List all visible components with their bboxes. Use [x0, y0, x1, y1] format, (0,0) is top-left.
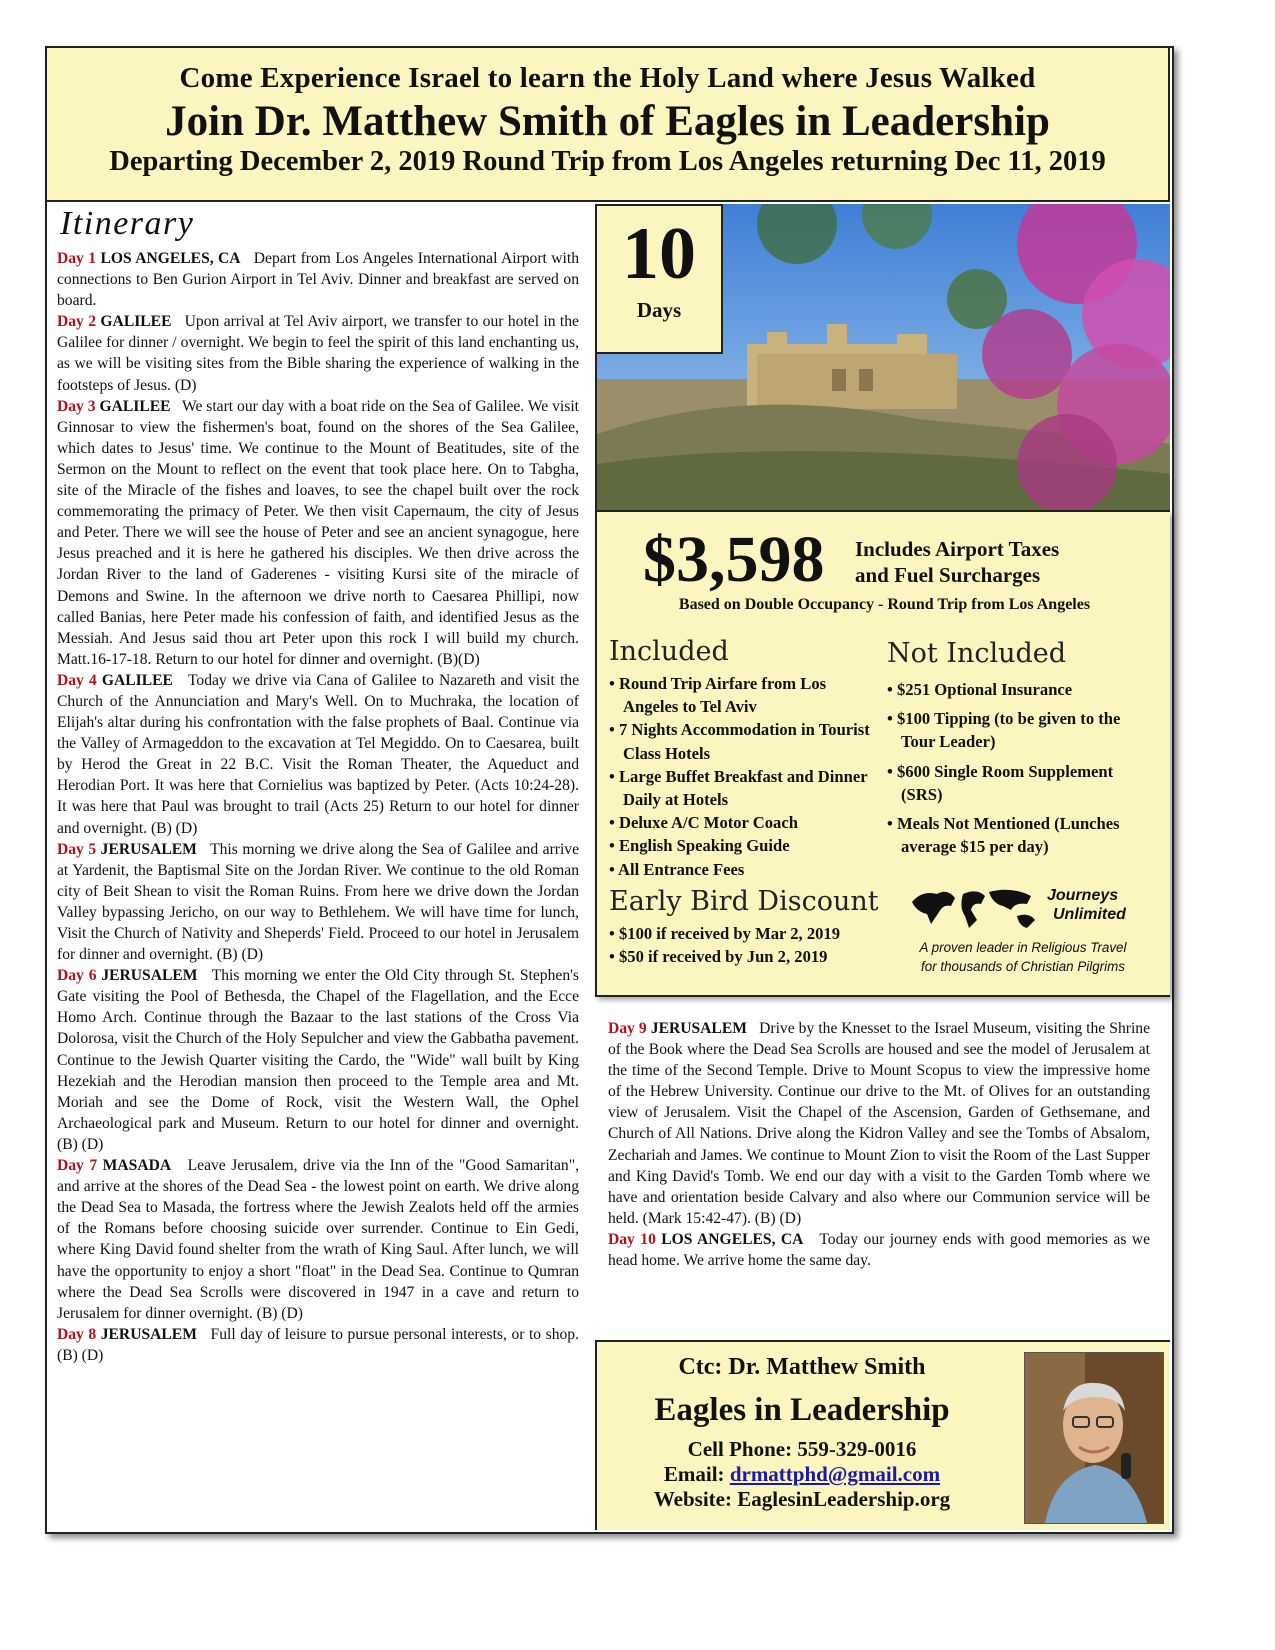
partner-name-line2: Unlimited — [1053, 906, 1126, 923]
header-dates: Departing December 2, 2019 Round Trip from Los Angeles returning Dec 11, 2019 — [109, 146, 1106, 177]
day-place: MASADA — [102, 1157, 172, 1175]
contact-name: Ctc: Dr. Matthew Smith — [678, 1354, 926, 1380]
itinerary-day — [57, 248, 579, 311]
early-bird-title: Early Bird Discount — [609, 886, 879, 917]
partner-name — [1047, 886, 1126, 924]
not-included-item: • $600 Single Room Supplement (SRS) — [887, 760, 1157, 806]
day-label: Day 3 — [57, 397, 100, 415]
contact-email-label: Email: — [663, 1462, 730, 1486]
day-label: Day 9 — [608, 1020, 651, 1037]
price-note-line1: Includes Airport Taxes — [855, 537, 1060, 561]
day-description: We start our day with a boat ride on the Sea of Galilee. We visit Ginnosar to view the fishermen's boat, found on the shores of the Sea Galilee, which dates to Jesus' time. We continue to the Mount of Beatitudes, site of the Sermon on the Mount to reflect on the event that took place here. On to Tabgha, site of the Miracle of the fishes and loaves, to see the chapel built over the rock commemorating the primacy of Peter. We then visit Capernaum, the city of Jesus and Peter. There we will see the house of Peter and see an ancient synagogue, here Jesus preached and it is here he gathered his disciples. We then drive across the Jordan River to the land of Gaderenes - visiting Kursi site of the miracle of Demons and Swine. In the afternoon we drive north to Caesarea Phillipi, now called Banias, here Peter made his confession of faith, and identified Jesus as the Messiah. And Jesus said thou art Peter upon this rock I will build my church. Matt.16-17-18. Return to our hotel for dinner and overnight. (B)(D) — [57, 397, 579, 668]
itinerary-day — [57, 670, 579, 839]
itinerary-column — [57, 204, 579, 1366]
contact-org: Eagles in Leadership — [654, 1392, 950, 1428]
itinerary-day — [57, 1324, 579, 1366]
day-label: Day 7 — [57, 1157, 103, 1175]
header-title: Join Dr. Matthew Smith of Eagles in Leadership — [165, 98, 1050, 145]
day-label: Day 1 — [57, 250, 101, 267]
day-place: JERUSALEM — [100, 840, 197, 858]
itinerary-day — [608, 1018, 1150, 1229]
day-place: JERUSALEM — [650, 1020, 747, 1037]
pricing-panel — [595, 512, 1170, 997]
day-description: Depart from Los Angeles International Airport with connections to Ben Gurion Airport in Tel Aviv. Dinner and breakfast are served on board. — [57, 250, 580, 310]
itinerary-title: Itinerary — [60, 205, 195, 242]
leader-portrait — [1024, 1352, 1164, 1524]
day-place: GALILEE — [100, 313, 172, 331]
contact-panel — [595, 1340, 1170, 1530]
partner-tagline — [893, 938, 1153, 976]
included-item: • English Speaking Guide — [609, 834, 875, 857]
day-place: LOS ANGELES, CA — [100, 250, 241, 267]
included-item: • Deluxe A/C Motor Coach — [609, 811, 875, 834]
not-included-title: Not Included — [887, 638, 1067, 669]
itinerary-day — [57, 965, 579, 1155]
partner-name-line1: Journeys — [1047, 887, 1119, 904]
day-place: GALILEE — [99, 397, 171, 415]
contact-phone: Cell Phone: 559-329-0016 — [687, 1437, 917, 1461]
early-bird-list — [609, 922, 899, 968]
itinerary-day-list — [57, 248, 579, 1366]
price-basis: Based on Double Occupancy - Round Trip from Los Angeles — [678, 596, 1091, 613]
included-item: • 7 Nights Accommodation in Tourist Class Hotels — [609, 718, 875, 764]
header-tagline: Come Experience Israel to learn the Holy Land where Jesus Walked — [179, 62, 1036, 94]
day-description: This morning we enter the Old City through St. Stephen's Gate visiting the Pool of Bethesda, the Chapel of the Flagellation, and the Ecce Homo Arch. Continue through the Bazaar to the last stations of the Cross Via Dolorosa, visit the Church of the Holy Sepulcher and view the Gabbatha pavement. Continue to the Jewish Quarter visiting the Cardo, the "Wide" wall built by King Hezekiah and the Herodian mansion then proceed to the Temple area and Mt. Moriah and see the Dome of Rock, visit the Western Wall, the Ophel Archaeological park and Museum. Return to our hotel for dinner and overnight. (B) (D) — [57, 967, 579, 1153]
price-note — [855, 536, 1059, 588]
day-place: JERUSALEM — [100, 1325, 197, 1343]
early-bird-item: • $50 if received by Jun 2, 2019 — [609, 945, 899, 968]
included-item: • All Entrance Fees — [609, 858, 875, 881]
itinerary-day — [57, 839, 579, 966]
day-description: Upon arrival at Tel Aviv airport, we transfer to our hotel in the Galilee for dinner / overnight. We begin to feel the spirit of this land enchanting us, as we will be visiting sites from the Bible sharing the experience of walking in the footsteps of Jesus. (D) — [57, 313, 579, 394]
day-label: Day 5 — [57, 840, 101, 858]
day-label: Day 10 — [608, 1230, 662, 1248]
included-list — [609, 672, 875, 881]
day-place: JERUSALEM — [101, 967, 198, 985]
day-description: Today our journey ends with good memories as we head home. We arrive home the same day. — [608, 1230, 1150, 1270]
duration-badge — [595, 204, 723, 354]
partner-tagline-line2: for thousands of Christian Pilgrims — [921, 959, 1125, 974]
price-note-line2: and Fuel Surcharges — [855, 563, 1041, 587]
day-label: Day 8 — [57, 1325, 101, 1343]
not-included-item: • $100 Tipping (to be given to the Tour Leader) — [887, 707, 1157, 753]
contact-website: Website: EaglesinLeadership.org — [653, 1487, 951, 1511]
day-label: Day 2 — [57, 313, 101, 331]
itinerary-day — [57, 396, 579, 670]
included-item: • Round Trip Airfare from Los Angeles to Tel Aviv — [609, 672, 875, 718]
day-description: Today we drive via Cana of Galilee to Nazareth and visit the Church of the Annunciation and Mary's Well. On to Muchraka, the location of Elijah's altar during his confrontation with the false prophets of Baal. Continue via the Valley of Armageddon to the excavation at Tel Megiddo. On to Caesarea, built by Herod the Great in 22 B.C. Visit the Roman Theater, the Aqueduct and Herodian Port. It was here that Cornielius was baptized by Peter. (Acts 10:24-28). It was here that Paul was brought to trail (Acts 25) Return to our hotel for dinner and overnight. (B) (D) — [57, 671, 579, 837]
itinerary-day — [608, 1229, 1150, 1271]
not-included-item: • $251 Optional Insurance — [887, 678, 1157, 701]
duration-unit: Days — [636, 298, 682, 322]
partner-tagline-line1: A proven leader in Religious Travel — [919, 940, 1127, 955]
included-title: Included — [609, 636, 729, 667]
price: $3,598 — [643, 523, 825, 596]
day-place: LOS ANGELES, CA — [661, 1230, 804, 1248]
included-item: • Large Buffet Breakfast and Dinner Daily at Hotels — [609, 765, 875, 811]
day-description: This morning we drive along the Sea of Galilee and arrive at Yardenit, the Baptismal Site on the Jordan River. We continue to the old Roman city of Beit Shean to visit the Roman Ruins. From here we drive down the Jordan Valley bypassing Jericho, on our way to Bethlehem. We will have time for lunch, Visit the Church of Nativity and Sheperds' Field. Proceed to our hotel in Jerusalem for dinner and overnight. (B) (D) — [57, 840, 580, 964]
itinerary-day — [57, 1155, 579, 1324]
contact-email-link[interactable]: drmattphd@gmail.com — [729, 1462, 941, 1486]
day-description: Drive by the Knesset to the Israel Museum, visiting the Shrine of the Book where the Dead Sea Scrolls are housed and see the model of Jerusalem at the time of the Second Temple. Drive to Mount Scopus to view the impressive home of the Hebrew University. Continue our drive to the Mt. of Olives for an outstanding view of Jerusalem. Visit the Chapel of the Ascension, Garden of Gethsemane, and Church of All Nations. Drive along the Kidron Valley and see the Tombs of Absalom, Zechariah and James. We continue to Mount Zion to visit the Room of the Last Supper and King David's Tomb. We end our day with a visit to the Garden Tomb where we have and orientation beside Calvary and also where our Communion service will be held. (Mark 15:42-47). (B) (D) — [608, 1020, 1150, 1227]
itinerary-continued — [608, 1018, 1150, 1271]
early-bird-item: • $100 if received by Mar 2, 2019 — [609, 922, 899, 945]
flyer-header — [45, 46, 1170, 202]
itinerary-day-list-continued — [608, 1018, 1150, 1271]
day-label: Day 4 — [57, 671, 102, 689]
contact-email-line — [597, 1462, 1007, 1487]
day-description: Leave Jerusalem, drive via the Inn of the "Good Samaritan", and arrive at the shores of the Dead Sea - the lowest point on earth. We drive along the Dead Sea to Masada, the fortress where the Jewish Zealots held off the armies of the Romans before choosing suicide over surrender. Continue to Ein Gedi, where King David found shelter from the wrath of King Saul. After lunch, we will have the opportunity to enjoy a short "float" in the Dead Sea. Continue to Qumran where the Dead Sea Scrolls were discovered in 1947 in a cave and return to Jerusalem for dinner overnight. (B) (D) — [57, 1157, 579, 1322]
not-included-item: • Meals Not Mentioned (Lunches average $15 per day) — [887, 812, 1157, 858]
duration-number: 10 — [622, 213, 696, 295]
day-description: Full day of leisure to pursue personal interests, or to shop. (B) (D) — [57, 1325, 579, 1364]
leader-portrait-image — [1025, 1353, 1163, 1523]
day-place: GALILEE — [101, 671, 173, 689]
world-map-logo-icon — [907, 884, 1047, 934]
itinerary-day — [57, 311, 579, 395]
day-label: Day 6 — [57, 967, 102, 985]
not-included-list — [887, 678, 1157, 858]
